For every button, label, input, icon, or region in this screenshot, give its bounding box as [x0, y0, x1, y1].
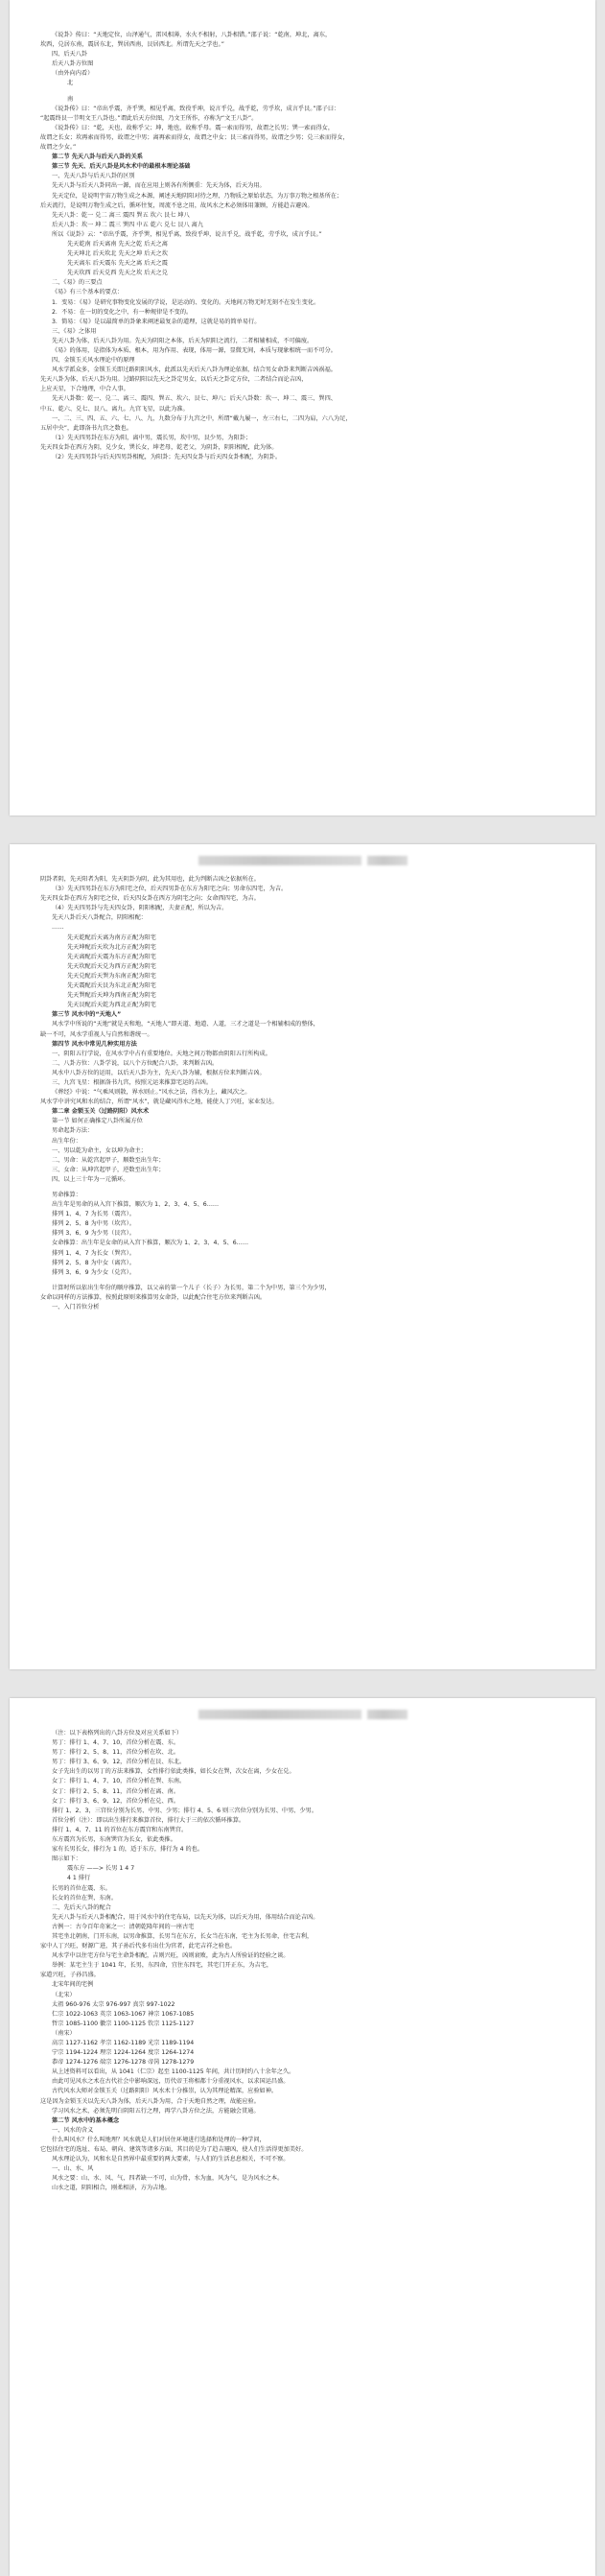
text-line: 风水中八卦方位的运用，以后天八卦为主，先天八卦为辅，根据方位来判断吉凶。 [52, 1069, 266, 1076]
text-line: 2．不易：在一切的变化之中，有一种规律是不变的。 [52, 308, 193, 316]
text-line: （由外向内看） [52, 70, 94, 78]
text-line: 先天八卦为体，后天八卦为用。过路阴阳以先天之卦定男女，以后天之卦定方位，二者结合而论吉凶， [40, 376, 308, 384]
page-body [40, 875, 565, 1312]
text-line: 图示如下： [52, 1855, 81, 1863]
text-line: （注：以下表格列出的八卦方位及对应关系如下） [52, 1730, 183, 1737]
text-line: 二、八卦方位：八卦学说，以八个方位配合八卦，来判断吉凶。 [52, 1059, 219, 1067]
text-line: 所以《说卦》云：“帝出乎震，齐乎巽，相见乎离，致役乎坤，说言乎兑，战乎乾，劳乎坎，成言乎艮。” [52, 230, 322, 238]
text-line: （1）先天四男卦在东方为阳，离中男，震长男，坎中男，艮少男，为阳卦； [52, 434, 252, 441]
text-line: 4 1 排行 [67, 1875, 91, 1882]
text-line: 《说卦》传曰：“天地定位，山泽通气，雷风相薄，水火不相射，八卦相错。”邵子说：“乾南，坤北，离东， [52, 32, 332, 38]
text-line: 先天坎配后天兑为西方正配为阴宅 [67, 962, 156, 970]
page-body [40, 1729, 565, 2194]
text-line: 它包括住宅的选址、布局、朝向、建筑等诸多方面，其目的是为了趋吉避凶，使人们生活得更加美好。 [40, 2146, 308, 2154]
text-line: 《说卦传》曰：“帝出乎震，齐乎巽，相见乎离，致役乎坤，说言乎兑，战乎乾，劳乎坎，成言乎艮。”邵子曰： [52, 105, 340, 112]
text-line: 排行 1、2、3，三宫位分别为长男、中男、少男；排行 4、5、6 则三宫位分别为长男、中男、少男。 [52, 1807, 318, 1814]
text-line: （4）先天四男卦与先天四女卦，阴阳相配，夫妻正配，所以为吉。 [52, 905, 228, 912]
text-line: 南 [67, 95, 74, 103]
text-line: 古例一：古今百年奇案之一：清朝乾隆年间的一座古宅 [52, 1923, 195, 1930]
text-line: 后天八卦方位图 [52, 60, 94, 68]
text-line: 风水学中以住宅方位与宅主命卦相配，吉则兴旺，凶则衰败，此为古人所验证的经验之谈。 [52, 1952, 290, 1960]
document-page-3 [10, 1698, 595, 2576]
text-line: 山水之道，阴阳相合，刚柔相济，方为吉地。 [52, 2185, 171, 2192]
section-heading: 第三节 先天、后天八卦是风水术中的最根本理论基础 [52, 163, 191, 171]
text-line: 一、先天八卦与后天八卦的区别 [52, 173, 135, 180]
text-line: 坎西，兑居东南，震居东北，巽居西南，艮居西北。所谓先天之学也。” [40, 41, 224, 49]
text-line: （2）先天四男卦与后天四男卦相配，为阳卦；先天四女卦与后天四女卦相配，为阴卦。 [52, 454, 282, 461]
text-line: 《易》有三个基本的要点： [52, 289, 124, 296]
text-line: 震东方 ——> 长男 1 4 7 [67, 1865, 135, 1873]
text-line: 从上述资料可以看出，从 1041（仁宗）起至 1100-1125 年间，共计历时约八十余年之久。 [52, 2068, 295, 2076]
text-line: 先天定位，是说明宇宙万物生成之本源，阐述天地阴阳对待之理，乃物质之原始状态，为万事万物之根基所在； [52, 192, 343, 200]
text-line: 三、《易》之体用 [52, 327, 97, 335]
text-line: 第一节 如何正确推定八卦所属方位 [52, 1118, 143, 1125]
text-line: 先天八卦与后天八卦相配合，用于风水中的住宅布局，以先天为体，以后天为用，体用结合而论吉凶。 [52, 1913, 319, 1921]
document-page-2 [10, 844, 595, 1669]
page-header [40, 1708, 565, 1721]
text-line: 男命起卦方法： [52, 1127, 94, 1135]
text-line: 长男的首位在震、东。 [52, 1884, 111, 1892]
text-line: 排列 3、6、9 为少女（兑宫）。 [52, 1268, 135, 1276]
text-line: 先天兑配后天巽为东南正配为阳宅 [67, 972, 156, 980]
text-line: 先天四女卦在西方为阴宅之位，后天四女卦在西方为阴宅之向；女命西四宅，为吉。 [40, 895, 260, 903]
blurred-header-text [198, 856, 361, 865]
text-line: 计算时所以依出生年份的顺序推算，以父亲的第一个儿子（长子）为长男，第二个为中男，第三个为少男， [52, 1284, 331, 1291]
text-line: （北宋） [52, 1991, 76, 1998]
blurred-header-text [367, 1710, 407, 1719]
text-line: 故谓之长女；坎再索而得男，故谓之中男；离再索而得女，故谓之中女；艮三索而得男，故谓之少男；兑三索而得女， [40, 133, 349, 141]
text-line: 二、《易》的三要点 [52, 279, 103, 287]
text-line: 仁宗 1022-1063 英宗 1063-1067 神宗 1067-1085 [52, 2010, 195, 2018]
text-line: 一、入门首位分析 [52, 1304, 100, 1312]
text-line: 学习风水之术，必须先明白阴阳五行之理，再学八卦方位之法，方能融会贯通。 [52, 2107, 260, 2115]
text-line: 先天巽配后天坤为西南正配为阴宅 [67, 992, 156, 1000]
text-line: 排列 1、4、7 为长男（震宫）。 [52, 1211, 135, 1218]
text-line: 一、阴阳五行学说，在风水学中占有重要地位。天地之间万物都由阴阳五行所构成。 [52, 1050, 271, 1057]
text-line: 这是因为金锁玉关以先天八卦为体，后天八卦为用，合于天地自然之理，故能应验。 [40, 2097, 260, 2105]
text-line: 出生年是男命的从入宫下推算，顺次为 1、2、3、4、5、6…… [52, 1201, 220, 1209]
text-line: 先天八卦数：乾一、兑二、离三、震四、巽五、坎六、艮七、坤八；后天八卦数：坎一、坤二、震三、巽四、 [52, 395, 337, 403]
text-line: 风水学中讲究风和水的结合，所谓“风水”，就是藏风得水之地，能使人丁兴旺，家业发达。 [40, 1099, 278, 1106]
document-page-1 [10, 0, 595, 815]
text-line: 男丁：排行 3、6、9、12，首位分析在艮、东北。 [52, 1759, 186, 1766]
text-line: 先天震配后天艮为东北正配为阳宅 [67, 982, 156, 990]
text-line: 《易》的体用，是指体为本质、根本，用为作用、表现，体用一源，显微无间，本质与现象相统一而不可分。 [52, 347, 337, 354]
text-line: 先天坤配后天坎为北方正配为阴宅 [67, 943, 156, 951]
text-line: 排列 2、5、8 为中女（离宫）。 [52, 1259, 135, 1266]
text-line: 北宋年间的宅例 [52, 1981, 94, 1989]
section-heading: 第二节 风水中的基本概念 [52, 2116, 120, 2124]
text-line: 先天乾配后天离为南方正配为阳宅 [67, 934, 156, 941]
text-line: 其宅坐北朝南，门开东南，以男命推算，长男当在东方，长女当在东南，宅主为长男命，住宅吉利， [52, 1932, 314, 1940]
text-line: 3．简易：《易》是以最简单的卦象来阐述最复杂的道理，这就是易的简单易行。 [52, 318, 261, 325]
text-line: 缺一不可，风水学重视人与自然和谐统一。 [40, 1030, 153, 1038]
text-line: 哲宗 1085-1100 徽宗 1100-1125 钦宗 1125-1127 [52, 2020, 195, 2027]
text-line: 一、男以乾为命主，女以坤为命主； [52, 1146, 147, 1154]
text-line: 家有长男长女，排行为 1 的，适于东方，排行为 4 的也。 [52, 1846, 204, 1854]
text-line: 后天八卦：坎一 坤二 震三 巽四 中五 乾六 兑七 艮八 离九 [52, 221, 204, 228]
text-line: “起震终艮一节明文王八卦也。”谓此后天方位图，乃文王所作，亦称为“文王八卦”。 [40, 114, 258, 122]
section-heading: 第二节 先天八卦与后天八卦的关系 [52, 154, 143, 161]
text-line: 先天艮配后天乾为西北正配为阴宅 [67, 1002, 156, 1009]
text-line: …… [52, 924, 64, 932]
text-line: 什么叫风水？什么叫地理？风水就是人们对居住环境进行选择和处理的一种学问， [52, 2136, 266, 2143]
text-line: 男丁：排行 1、4、7、10，首位分析在震、东。 [52, 1739, 180, 1747]
text-line: 上应天星，下合地理，中合人事。 [40, 386, 129, 393]
text-line: 首位分析（注）：即以出生排行来推算首位，排行大于三的依次循环推算。 [52, 1816, 245, 1824]
text-line: 先天四女卦在西方为阴，兑少女，巽长女，坤老母，乾老父，为阴卦，阴阳相配，此为体。 [40, 443, 278, 451]
text-line: 先天乾南 后天离南 先天之乾 后天之离 [67, 240, 168, 248]
text-line: （南宋） [52, 2029, 76, 2037]
text-line: 风水理论认为，风和水是自然界中最重要的两大要素，与人们的生活息息相关，不可不察。 [52, 2156, 290, 2163]
text-line: 故谓之少女。” [40, 144, 77, 152]
text-line: 女丁：排行 3、6、9、12，首位分析在兑、西。 [52, 1797, 180, 1805]
text-line: 女丁：排行 2、5、8、11，首位分析在离、南。 [52, 1787, 180, 1795]
text-line: 先天八卦为体，后天八卦为用。先天为阴阳之本体，后天为阴阳之流行，二者相辅相成，不可偏废。 [52, 337, 314, 344]
text-line: 阴卦者阴，先天阳者为阳，先天阴卦为阴，此为其用也，此为判断吉凶之依据所在。 [40, 876, 260, 883]
text-line: 中五、乾六、兑七、艮八、离九。九宫飞星，以此为准。 [40, 405, 189, 413]
text-line: 家道兴旺，子孙昌盛。 [40, 1972, 100, 1979]
text-line: 先天八卦后天八卦配合，阴阳相配： [52, 914, 147, 922]
text-line: 排列 2、5、8 为中男（坎宫）。 [52, 1220, 135, 1228]
blurred-header-text [198, 1710, 361, 1719]
text-line: 高宗 1127-1162 孝宗 1162-1189 光宗 1189-1194 [52, 2040, 195, 2046]
section-heading: 第三节 风水中的“天地人” [52, 1011, 122, 1019]
text-line: 三、女命：从坤宫起甲子，逆数至出生年； [52, 1166, 165, 1173]
text-line: 排列 1、4、7 为长女（巽宫）。 [52, 1249, 135, 1257]
text-line: 先天八卦：乾一 兑二 离三 震四 巽五 坎六 艮七 坤八 [52, 211, 190, 219]
text-line: 先天坤北 后天坎北 先天之坤 后天之坎 [67, 250, 168, 258]
text-line: 《说卦传》曰：“乾，天也，故称乎父；坤，地也，故称乎母。震一索而得男，故谓之长男；巽一索而得女， [52, 124, 335, 131]
text-line: 先天离配后天震为东方正配为阳宅 [67, 953, 156, 960]
text-line: 恭帝 1274-1276 端宗 1276-1278 帝昺 1278-1279 [52, 2059, 195, 2067]
page-body [40, 31, 565, 462]
text-line: 男命推算： [52, 1192, 81, 1198]
text-line: 女命以同样的方法推算，按照此原则来推算男女命卦，以此配合住宅方位来判断吉凶。 [40, 1293, 267, 1301]
text-line: 女命推算：出生年是女命的从入宫下推算，顺次为 1、2、3、4、5、6…… [52, 1240, 249, 1247]
text-line: 三、九宫飞星：根据洛书九宫，按照元运来推算宅运的吉凶。 [52, 1078, 213, 1086]
text-line: 风水学中所说的“天地”就是天和地，“天地人”即天道、地道、人道，三才之道是一个相辅相成的整体， [52, 1021, 319, 1028]
text-line: 风水学派众多，金锁玉关即过路阴阳风水，此派以先天后天八卦为理论依据，结合男女命卦来判断吉凶祸福。 [52, 366, 337, 374]
text-line: 北 [67, 80, 74, 87]
text-line: 女丁：排行 1、4、7、10，首位分析在巽、东南。 [52, 1778, 186, 1785]
text-line: 先天八卦与后天八卦同出一源，而在应用上则各有所侧重：先天为体，后天为用。 [52, 182, 266, 190]
text-line: 家中人丁兴旺，财源广进，其子孙后代多有出仕为官者，此宅吉祥之验也。 [40, 1943, 237, 1950]
text-line: 男丁：排行 2、5、8、11，首位分析在坎、北。 [52, 1749, 180, 1757]
section-heading: 第四节 风水中常见几种实用方法 [52, 1040, 137, 1048]
text-line: 由此可见风水之术在古代社会中影响深远，历代帝王将相都十分重视风水，以求国运昌盛。 [52, 2078, 290, 2086]
page-header [40, 10, 565, 23]
text-line: 古代风水大师对金锁玉关（过路阴阳）风水术十分推崇，认为其理论精深，应验如神。 [52, 2088, 278, 2095]
blurred-header-text [367, 856, 407, 865]
text-line: 排列 3、6、9 为少男（艮宫）。 [52, 1230, 135, 1238]
text-line: 举例：某宅主生于 1041 年，长男，东四命，宜住东四宅，其宅门开正东，为吉宅， [52, 1962, 273, 1970]
text-line: 太祖 960-976 太宗 976-997 真宗 997-1022 [52, 2000, 175, 2008]
text-line: 四、以上三十年为一元循环。 [52, 1175, 129, 1183]
page-header [40, 854, 565, 867]
text-line: 后天流行，是说明万物生成之后，循环往复，周流不息之用，故风水之术必须体用兼顾，方能趋吉避凶。 [40, 201, 314, 209]
text-line: 宁宗 1194-1224 理宗 1224-1264 度宗 1264-1274 [52, 2049, 195, 2057]
text-line: 一、风水的含义 [52, 2126, 94, 2134]
text-line: 先天离东 后天震东 先天之离 后天之震 [67, 260, 168, 268]
text-line: 排行 1、4、7、11 的首位在东方震宫和东南巽宫。 [52, 1826, 188, 1833]
text-line: 四、后天八卦 [52, 51, 88, 59]
text-line: 东方震宫为长男，东南巽宫为长女，依此类推。 [52, 1836, 176, 1844]
text-line: 长女的首位在巽、东南。 [52, 1894, 118, 1902]
text-line: 《葬经》中说：“气乘风则散，界水则止。”风水之法，得水为上，藏风次之。 [52, 1089, 251, 1097]
text-line: 一、山、水、风 [52, 2165, 94, 2173]
text-line: 五居中央”，此即洛书九宫之数也。 [40, 424, 133, 432]
section-heading: 第二章 金锁玉关（过路阴阳）风水术 [52, 1108, 150, 1116]
text-line: （3）先天四男卦在东方为阳宅之位，后天四男卦在东方为阳宅之向；男命东四宅，为吉。 [52, 886, 288, 893]
text-line: 女子先出生的以男丁的方法来推算，女性排行依此类推，如长女在巽，次女在离，少女在兑。 [52, 1768, 295, 1776]
text-line: 二、男命：从乾宫起甲子，顺数至出生年； [52, 1156, 165, 1164]
text-line: 出生年份： [52, 1137, 81, 1145]
text-line: 风水之要：山、水、风、气，四者缺一不可，山为骨，水为血，风为气，是为风水之本。 [52, 2175, 284, 2183]
text-line: 一、二、三、四、五、六、七、八、九，九数分布于九宫之中，所谓“戴九履一，左三右七，二四为肩，六八为足， [52, 414, 352, 422]
text-line: 1．变易：《易》是研究事物变化发展的学说，是运动的、变化的。天地间万物无时无刻不在发生变化。 [52, 298, 320, 306]
text-line: 先天坎西 后天兑西 先天之坎 后天之兑 [67, 270, 168, 277]
text-line: 四、金锁玉关风水理论中的原理 [52, 357, 135, 365]
text-line: 二、先后天八卦的配合 [52, 1903, 111, 1911]
